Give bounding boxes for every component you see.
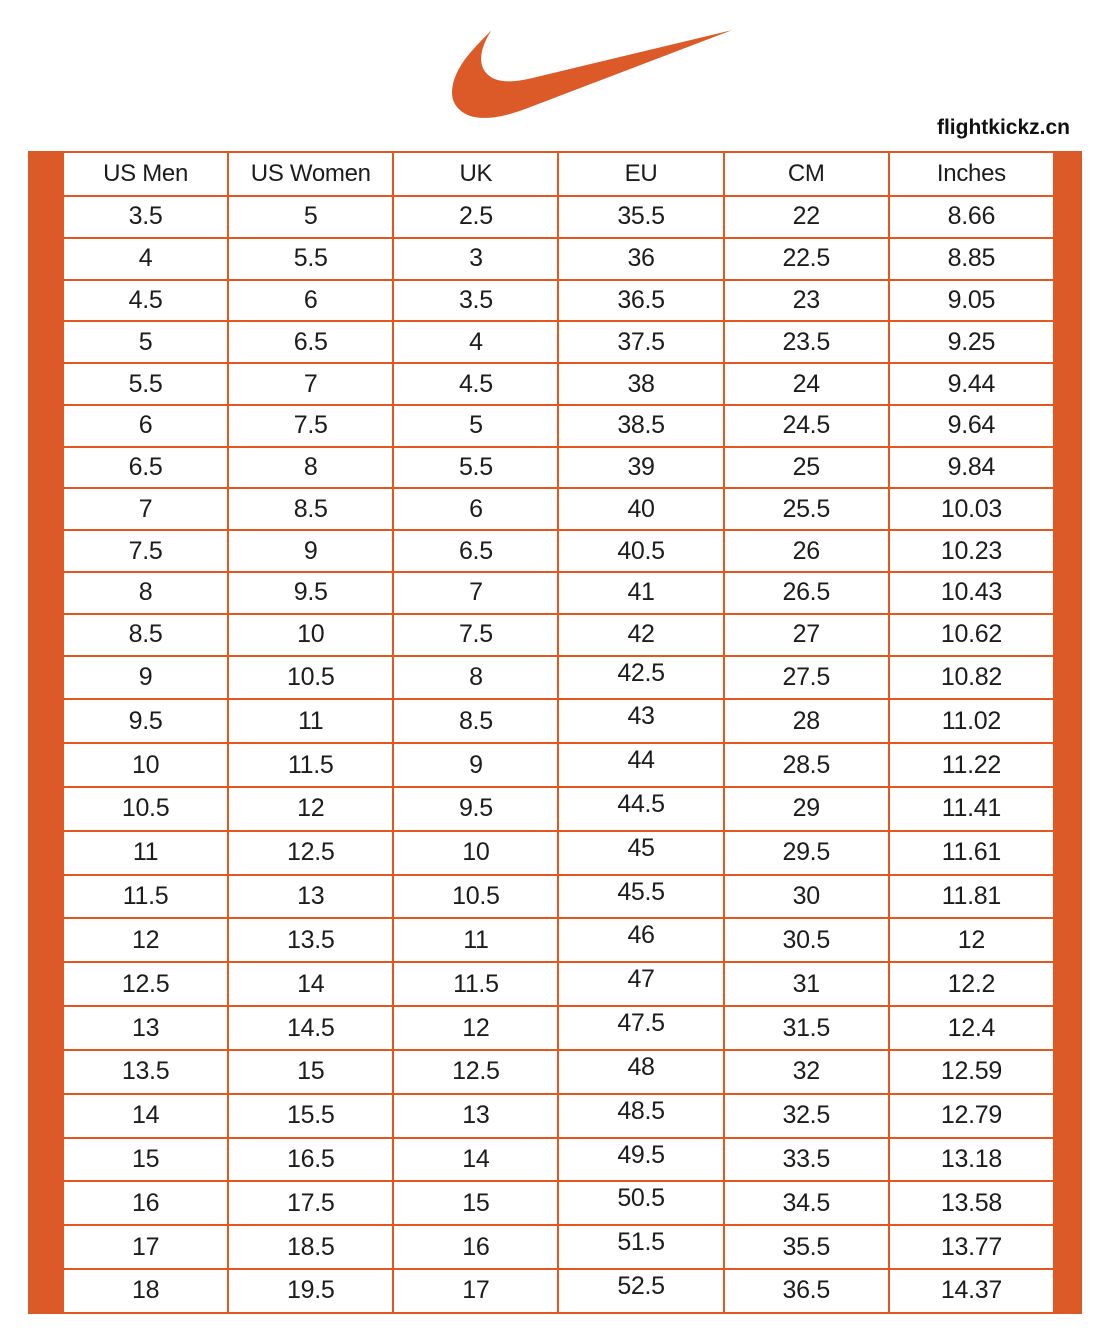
table-row [63,405,1054,447]
table-cell: 44 [558,743,723,787]
table-cell: 22.5 [724,238,889,280]
size-conversion-table [62,151,1055,1314]
table-cell: 23 [724,280,889,322]
table-cell: 35.5 [558,196,723,238]
table-cell: 10.5 [63,787,228,831]
table-cell: 6 [63,405,228,447]
table-cell: 2.5 [393,196,558,238]
table-cell: 17 [393,1269,558,1313]
table-cell: 23.5 [724,321,889,363]
table-cell: 12.5 [228,831,393,875]
table-row [63,962,1054,1006]
table-row [63,1225,1054,1269]
table-cell: 24.5 [724,405,889,447]
table-row [63,363,1054,405]
table-row [63,1138,1054,1182]
table-cell: 32 [724,1050,889,1094]
table-cell: 5 [228,196,393,238]
nike-swoosh-icon [452,28,732,120]
table-cell: 14.5 [228,1006,393,1050]
table-cell: 10.62 [889,614,1054,656]
table-row [63,280,1054,322]
table-cell: 11.41 [889,787,1054,831]
table-cell: 13.58 [889,1181,1054,1225]
table-row [63,196,1054,238]
table-cell: 9.05 [889,280,1054,322]
table-cell: 17.5 [228,1181,393,1225]
table-cell: 12 [63,918,228,962]
table-cell: 7.5 [393,614,558,656]
table-cell: 6 [228,280,393,322]
table-row [63,238,1054,280]
table-row [63,656,1054,700]
table-cell: 6.5 [393,530,558,572]
table-cell: 7 [63,488,228,530]
column-header: Inches [889,152,1054,196]
table-cell: 38.5 [558,405,723,447]
table-cell: 7 [393,572,558,614]
table-cell: 27 [724,614,889,656]
table-cell: 51.5 [558,1225,723,1269]
table-cell: 50.5 [558,1181,723,1225]
table-cell: 39 [558,447,723,489]
table-cell: 43 [558,699,723,743]
table-cell: 42 [558,614,723,656]
table-cell: 9.5 [228,572,393,614]
table-cell: 8 [63,572,228,614]
table-cell: 14 [228,962,393,1006]
table-cell: 7.5 [63,530,228,572]
table-cell: 12.5 [63,962,228,1006]
table-row [63,614,1054,656]
table-cell: 5.5 [228,238,393,280]
table-cell: 26.5 [724,572,889,614]
table-cell: 10 [228,614,393,656]
table-row [63,699,1054,743]
table-cell: 33.5 [724,1138,889,1182]
table-cell: 4 [393,321,558,363]
table-cell: 8 [228,447,393,489]
table-cell: 6.5 [228,321,393,363]
table-cell: 49.5 [558,1138,723,1182]
table-cell: 12 [228,787,393,831]
table-cell: 13 [393,1094,558,1138]
table-cell: 52.5 [558,1269,723,1313]
table-row [63,530,1054,572]
table-cell: 11.81 [889,875,1054,919]
table-cell: 42.5 [558,656,723,700]
table-cell: 11.5 [228,743,393,787]
table-cell: 13.5 [63,1050,228,1094]
table-cell: 41 [558,572,723,614]
table-cell: 10.5 [393,875,558,919]
table-cell: 10 [393,831,558,875]
table-cell: 8.66 [889,196,1054,238]
table-cell: 32.5 [724,1094,889,1138]
table-row [63,1181,1054,1225]
table-cell: 44.5 [558,787,723,831]
table-cell: 10.23 [889,530,1054,572]
watermark-text: flightkickz.cn [936,116,1070,139]
table-cell: 9.44 [889,363,1054,405]
table-cell: 30 [724,875,889,919]
table-cell: 22 [724,196,889,238]
table-cell: 3.5 [393,280,558,322]
size-table-header [63,152,1054,196]
table-cell: 10.43 [889,572,1054,614]
table-row [63,1006,1054,1050]
table-cell: 4.5 [63,280,228,322]
table-row [63,321,1054,363]
table-cell: 36.5 [558,280,723,322]
table-cell: 5 [393,405,558,447]
table-cell: 38 [558,363,723,405]
table-cell: 13.18 [889,1138,1054,1182]
table-cell: 12.5 [393,1050,558,1094]
table-cell: 34.5 [724,1181,889,1225]
table-cell: 11.5 [63,875,228,919]
table-cell: 12.2 [889,962,1054,1006]
table-cell: 18.5 [228,1225,393,1269]
table-cell: 7.5 [228,405,393,447]
table-cell: 16.5 [228,1138,393,1182]
table-cell: 9.5 [393,787,558,831]
table-row [63,918,1054,962]
table-cell: 8.85 [889,238,1054,280]
table-cell: 12.4 [889,1006,1054,1050]
table-cell: 36.5 [724,1269,889,1313]
table-cell: 14.37 [889,1269,1054,1313]
table-cell: 40 [558,488,723,530]
table-cell: 47.5 [558,1006,723,1050]
table-cell: 11 [63,831,228,875]
table-cell: 6.5 [63,447,228,489]
table-cell: 10.5 [228,656,393,700]
table-cell: 37.5 [558,321,723,363]
size-table [28,151,1082,1314]
table-row [63,787,1054,831]
table-cell: 18 [63,1269,228,1313]
table-cell: 28 [724,699,889,743]
left-accent-bar [28,151,62,1314]
table-cell: 12.79 [889,1094,1054,1138]
table-cell: 10.03 [889,488,1054,530]
table-cell: 45 [558,831,723,875]
table-cell: 15 [393,1181,558,1225]
table-cell: 31 [724,962,889,1006]
table-row [63,1050,1054,1094]
table-cell: 8.5 [63,614,228,656]
table-cell: 9.5 [63,699,228,743]
column-header: US Women [228,152,393,196]
table-cell: 14 [63,1094,228,1138]
table-cell: 11 [228,699,393,743]
table-cell: 11.5 [393,962,558,1006]
column-header: UK [393,152,558,196]
table-cell: 6 [393,488,558,530]
table-cell: 26 [724,530,889,572]
table-cell: 8 [393,656,558,700]
table-cell: 11 [393,918,558,962]
table-cell: 27.5 [724,656,889,700]
table-cell: 31.5 [724,1006,889,1050]
column-header: CM [724,152,889,196]
table-cell: 12 [393,1006,558,1050]
table-cell: 10 [63,743,228,787]
table-cell: 10.82 [889,656,1054,700]
table-cell: 8.5 [393,699,558,743]
table-cell: 11.02 [889,699,1054,743]
table-cell: 4.5 [393,363,558,405]
table-cell: 45.5 [558,875,723,919]
table-row [63,1269,1054,1313]
size-table-header-row [63,152,1054,196]
table-cell: 15.5 [228,1094,393,1138]
table-cell: 29.5 [724,831,889,875]
table-cell: 16 [393,1225,558,1269]
table-cell: 5 [63,321,228,363]
table-cell: 5.5 [63,363,228,405]
table-row [63,831,1054,875]
table-cell: 9.64 [889,405,1054,447]
table-cell: 28.5 [724,743,889,787]
table-cell: 3.5 [63,196,228,238]
table-cell: 35.5 [724,1225,889,1269]
table-cell: 4 [63,238,228,280]
table-row [63,447,1054,489]
table-cell: 5.5 [393,447,558,489]
table-cell: 19.5 [228,1269,393,1313]
table-cell: 48 [558,1050,723,1094]
table-cell: 13 [63,1006,228,1050]
table-cell: 17 [63,1225,228,1269]
table-cell: 25.5 [724,488,889,530]
table-row [63,572,1054,614]
table-cell: 3 [393,238,558,280]
table-cell: 14 [393,1138,558,1182]
table-cell: 24 [724,363,889,405]
table-cell: 9 [393,743,558,787]
table-row [63,1094,1054,1138]
table-cell: 36 [558,238,723,280]
table-cell: 7 [228,363,393,405]
table-cell: 40.5 [558,530,723,572]
right-accent-bar [1055,151,1082,1314]
table-cell: 12.59 [889,1050,1054,1094]
table-cell: 13 [228,875,393,919]
table-cell: 12 [889,918,1054,962]
size-table-body [63,196,1054,1313]
table-cell: 29 [724,787,889,831]
column-header: US Men [63,152,228,196]
table-cell: 9 [63,656,228,700]
table-cell: 11.61 [889,831,1054,875]
table-cell: 9 [228,530,393,572]
column-header: EU [558,152,723,196]
table-cell: 46 [558,918,723,962]
table-cell: 13.5 [228,918,393,962]
table-cell: 9.25 [889,321,1054,363]
table-cell: 16 [63,1181,228,1225]
table-cell: 15 [63,1138,228,1182]
table-row [63,875,1054,919]
table-cell: 13.77 [889,1225,1054,1269]
table-row [63,743,1054,787]
table-cell: 9.84 [889,447,1054,489]
table-row [63,488,1054,530]
table-cell: 15 [228,1050,393,1094]
table-cell: 25 [724,447,889,489]
table-cell: 30.5 [724,918,889,962]
table-cell: 8.5 [228,488,393,530]
table-cell: 48.5 [558,1094,723,1138]
table-cell: 47 [558,962,723,1006]
table-cell: 11.22 [889,743,1054,787]
